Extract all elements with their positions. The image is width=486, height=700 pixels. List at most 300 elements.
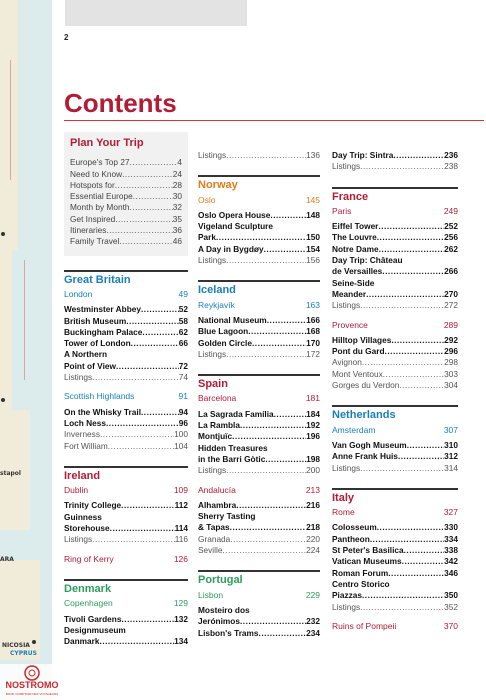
subsection-page: 129 (173, 598, 188, 609)
toc-entry-line (198, 522, 320, 533)
subsection-page: 49 (178, 288, 188, 299)
toc-entry[interactable] (332, 232, 458, 243)
dot-leader (362, 357, 444, 368)
toc-entry[interactable] (332, 221, 458, 232)
dot-leader (133, 191, 173, 202)
toc-entry-line (64, 338, 188, 349)
toc-entry[interactable] (64, 625, 188, 648)
subsection-heading[interactable] (198, 485, 320, 496)
dot-leader (92, 534, 175, 545)
entry-title: Day Trip: Sintra (332, 150, 394, 160)
entry-page: 334 (444, 533, 458, 544)
entry-page: 238 (444, 161, 458, 172)
dot-leader (100, 636, 175, 647)
dot-leader (385, 346, 445, 357)
entry-title: in the Barri Gòtic (198, 453, 266, 464)
subsection-heading[interactable] (198, 195, 320, 206)
entry-title: Anne Frank Huis (332, 451, 398, 462)
entry-page: 74 (178, 372, 188, 383)
dot-leader (393, 150, 444, 161)
entry-title: A Day in Bygdøy (198, 243, 264, 254)
subsection-name: Dublin (64, 485, 89, 496)
toc-entry-line (332, 161, 458, 172)
entry-page: 100 (174, 429, 188, 440)
entry-page: 200 (306, 465, 320, 476)
toc-entry[interactable] (198, 534, 320, 545)
entry-page: 96 (178, 417, 188, 428)
subsection-heading[interactable] (64, 391, 188, 402)
toc-entry[interactable] (64, 372, 188, 383)
dot-leader (226, 150, 306, 161)
country-heading[interactable]: Netherlands (332, 405, 458, 421)
toc-entry-line (64, 407, 188, 418)
toc-entry[interactable] (198, 326, 320, 337)
entry-page: 58 (178, 315, 188, 326)
dot-leader (130, 157, 178, 168)
plan-item[interactable] (70, 191, 182, 202)
country-heading[interactable]: Great Britain (64, 270, 188, 286)
entry-page: 168 (306, 326, 320, 337)
entry-page: 72 (178, 360, 188, 371)
toc-entry[interactable] (198, 210, 320, 221)
subsection-heading[interactable] (64, 598, 188, 609)
toc-entry[interactable] (332, 278, 458, 301)
subsection-heading[interactable] (64, 485, 188, 496)
entry-title: Inverness (64, 429, 100, 440)
toc-entry[interactable] (64, 429, 188, 440)
toc-entry-line (332, 556, 458, 567)
toc-entry[interactable] (332, 602, 458, 613)
dot-leader (141, 304, 179, 315)
toc-entry[interactable] (198, 431, 320, 442)
entry-title: Park (198, 232, 216, 243)
toc-entry[interactable] (332, 534, 458, 545)
toc-entry[interactable] (332, 380, 458, 391)
subsection-name: Ring of Kerry (64, 553, 114, 564)
toc-entry-line (64, 441, 188, 452)
toc-entry-line (64, 372, 188, 383)
country-section (198, 374, 320, 556)
entry-page: 352 (444, 601, 458, 612)
dot-leader (126, 316, 179, 327)
entry-page: 342 (444, 556, 458, 567)
toc-entry-line (198, 409, 320, 420)
entry-title: La Rambla (198, 420, 240, 431)
dot-leader (252, 338, 306, 349)
dot-leader (362, 590, 444, 601)
entry-page: 66 (178, 338, 188, 349)
entry-page: 256 (444, 232, 458, 243)
entry-page: 198 (306, 453, 320, 464)
dot-leader (265, 454, 306, 465)
toc-entry-line (332, 150, 458, 161)
toc-entry[interactable] (198, 349, 320, 360)
toc-entry[interactable] (64, 349, 188, 372)
toc-entry[interactable] (198, 338, 320, 349)
entry-title: Seine-Side (332, 277, 375, 288)
toc-entry-line (332, 289, 458, 300)
entry-page: 150 (306, 232, 320, 243)
entry-title: A Northern (64, 349, 108, 360)
toc-entry-line (198, 605, 320, 616)
toc-entry[interactable] (64, 614, 188, 625)
subsection-page: 249 (443, 205, 458, 216)
toc-entry[interactable] (332, 545, 458, 556)
entry-page: 234 (306, 627, 320, 638)
toc-entry-line (64, 327, 188, 338)
entry-page: 192 (306, 420, 320, 431)
dot-leader (240, 616, 306, 627)
subsection-heading[interactable] (332, 507, 458, 518)
subsection-page: 91 (178, 391, 188, 402)
toc-entry[interactable] (332, 463, 458, 474)
toc-entry[interactable] (332, 357, 458, 368)
dot-leader (399, 380, 444, 391)
toc-entry[interactable] (198, 511, 320, 534)
toc-entry-line (332, 534, 458, 545)
toc-entry-line (64, 418, 188, 429)
entry-page: 134 (174, 636, 188, 647)
country-section (332, 488, 458, 632)
country-heading[interactable]: Ireland (64, 466, 188, 482)
subsection-name: Ruins of Pompeii (332, 620, 397, 631)
column-2 (198, 124, 320, 639)
plan-item[interactable] (70, 180, 182, 191)
toc-entry[interactable] (198, 255, 320, 266)
entry-page: 94 (178, 406, 188, 417)
page-title: Contents (64, 88, 177, 118)
plan-item[interactable] (70, 214, 182, 225)
entry-page: 172 (306, 348, 320, 359)
toc-entry[interactable] (198, 409, 320, 420)
subsection-page: 327 (443, 507, 458, 518)
entry-page: 346 (444, 567, 458, 578)
subsection-page: 289 (443, 319, 458, 330)
dot-leader (377, 232, 444, 243)
toc-entry-line (198, 255, 320, 266)
dot-leader (366, 289, 444, 300)
toc-entry-line (332, 451, 458, 462)
entry-title: Listings (64, 534, 93, 545)
entry-page: 154 (306, 243, 320, 254)
plan-item[interactable] (70, 169, 182, 180)
subsection-heading[interactable] (332, 425, 458, 436)
plan-item-page: 35 (172, 213, 182, 224)
subsection-name: Reykjavík (198, 299, 235, 310)
toc-entry-line (198, 326, 320, 337)
country-heading[interactable]: France (332, 187, 458, 203)
entry-page: 312 (444, 451, 458, 462)
plan-item-label: Europe's Top 27 (70, 157, 130, 168)
country-heading[interactable]: Portugal (198, 570, 320, 586)
subsection-page: 126 (173, 553, 188, 564)
plan-item-label: Hotspots for (70, 179, 115, 190)
entry-title: Tivoli Gardens (64, 613, 122, 624)
toc-entry-line (332, 568, 458, 579)
plan-item-page: 28 (172, 179, 182, 190)
entry-page: 310 (444, 439, 458, 450)
dot-leader (230, 534, 306, 545)
toc-entry[interactable] (198, 545, 320, 556)
dot-leader (115, 180, 173, 191)
entry-page: 262 (444, 243, 458, 254)
toc-entry-line (198, 420, 320, 431)
subsection-heading[interactable] (198, 393, 320, 404)
plan-item-label: Need to Know (70, 168, 123, 179)
entry-title: Eiffel Tower (332, 221, 379, 232)
subsection-name: Lisbon (198, 589, 224, 600)
country-section (198, 175, 320, 266)
entry-title: Mont Ventoux (332, 368, 383, 379)
toc-entry-line (64, 636, 188, 647)
dot-leader (119, 236, 172, 247)
subsection-heading[interactable] (332, 320, 458, 331)
entry-title: Listings (64, 372, 93, 383)
subsection-heading[interactable] (64, 289, 188, 300)
toc-entry[interactable] (332, 556, 458, 567)
dot-leader (226, 255, 306, 266)
dot-leader (222, 545, 306, 556)
toc-entry[interactable] (198, 628, 320, 639)
dot-leader (270, 210, 306, 221)
toc-entry[interactable] (198, 500, 320, 511)
toc-entry[interactable] (64, 338, 188, 349)
entry-title: Colosseum (332, 522, 377, 533)
dot-leader (360, 602, 444, 613)
plan-item-label: Itineraries (70, 225, 107, 236)
toc-entry[interactable] (332, 579, 458, 602)
dot-leader (360, 463, 444, 474)
toc-entry-line (332, 522, 458, 533)
entry-page: 156 (306, 255, 320, 266)
entry-title: Listings (198, 348, 227, 359)
entry-title: Golden Circle (198, 337, 252, 348)
subsection-name: Amsterdam (332, 424, 376, 435)
country-heading[interactable]: Spain (198, 374, 320, 390)
dot-leader (360, 161, 444, 172)
entry-page: 116 (174, 534, 188, 545)
toc-entry[interactable] (332, 369, 458, 380)
country-section (198, 280, 320, 360)
subsection-name: Paris (332, 205, 352, 216)
toc-entry-line (332, 221, 458, 232)
toc-entry[interactable] (332, 244, 458, 255)
toc-entry-line (64, 523, 188, 534)
svg-text:BOOK COMPTOIR DES VOYAGEURS: BOOK COMPTOIR DES VOYAGEURS (5, 692, 59, 696)
toc-entry-line (332, 278, 458, 289)
toc-entry[interactable] (64, 500, 188, 511)
plan-item[interactable] (70, 236, 182, 247)
toc-entry[interactable] (198, 244, 320, 255)
subsection-heading[interactable] (198, 300, 320, 311)
dot-leader (110, 523, 175, 534)
entry-title: Point of View (64, 360, 116, 371)
toc-entry[interactable] (198, 443, 320, 466)
entry-page: 136 (306, 150, 320, 160)
entry-page: 216 (306, 499, 320, 510)
toc-entry-line (64, 361, 188, 372)
toc-entry[interactable] (198, 605, 320, 628)
toc-entry-line (198, 454, 320, 465)
toc-entry-line (198, 500, 320, 511)
entry-title: Montjuïc (198, 431, 233, 442)
toc-entry-line (198, 232, 320, 243)
entry-page: 270 (444, 288, 458, 299)
country-section (332, 150, 458, 173)
toc-entry[interactable] (64, 418, 188, 429)
plan-item[interactable] (70, 202, 182, 213)
entry-title: Listings (198, 255, 227, 266)
entry-title: Pont du Gard (332, 346, 385, 357)
toc-entry[interactable] (332, 300, 458, 311)
entry-page: 220 (306, 533, 320, 544)
entry-title: The Louvre (332, 232, 377, 243)
dot-leader (115, 214, 173, 225)
plan-item-page: 46 (172, 236, 182, 247)
entry-title: Listings (198, 465, 227, 476)
dot-leader (378, 221, 444, 232)
entry-title: Granada (198, 533, 231, 544)
entry-page: 62 (178, 326, 188, 337)
subsection-name: Oslo (198, 194, 216, 205)
toc-entry[interactable] (64, 327, 188, 338)
dot-leader (259, 628, 307, 639)
dot-leader (274, 409, 307, 420)
toc-entry[interactable] (64, 512, 188, 535)
dot-leader (377, 522, 444, 533)
entry-title: Oslo Opera House (198, 209, 271, 220)
country-section (64, 579, 188, 647)
toc-entry[interactable] (198, 420, 320, 431)
map-label: stapol (0, 470, 21, 477)
dot-leader (142, 327, 178, 338)
dot-leader (130, 202, 173, 213)
dot-leader (106, 225, 172, 236)
toc-entry[interactable] (332, 346, 458, 357)
entry-title: Fort William (64, 440, 108, 451)
toc-entry[interactable] (332, 568, 458, 579)
toc-entry[interactable] (64, 407, 188, 418)
plan-item[interactable] (70, 157, 182, 168)
entry-page: 148 (306, 209, 320, 220)
subsection-heading[interactable] (64, 554, 188, 565)
entry-title: Meander (332, 288, 367, 299)
toc-entry-line (332, 463, 458, 474)
toc-entry[interactable] (332, 522, 458, 533)
country-heading[interactable]: Italy (332, 488, 458, 504)
dot-leader (388, 568, 444, 579)
country-heading[interactable]: Norway (198, 175, 320, 191)
subsection-heading[interactable] (332, 621, 458, 632)
entry-page: 330 (444, 522, 458, 533)
entry-page: 196 (306, 431, 320, 442)
toc-entry-line (332, 232, 458, 243)
dot-leader (141, 407, 179, 418)
entry-title: Designmuseum (64, 624, 126, 635)
entry-page: 303 (444, 368, 458, 379)
toc-entry[interactable] (332, 451, 458, 462)
toc-entry[interactable] (332, 150, 458, 161)
plan-item-label: Essential Europe (70, 191, 133, 202)
toc-entry-line (332, 346, 458, 357)
country-heading[interactable]: Denmark (64, 579, 188, 595)
entry-page: 184 (306, 408, 320, 419)
entry-page: 218 (306, 522, 320, 533)
entry-title: Blue Lagoon (198, 326, 249, 337)
toc-entry-line (198, 210, 320, 221)
toc-entry[interactable] (332, 255, 458, 278)
dot-leader (226, 349, 306, 360)
entry-title: Listings (332, 300, 361, 311)
toc-entry[interactable] (332, 161, 458, 172)
plan-item-page: 4 (177, 157, 182, 168)
dot-leader (382, 266, 444, 277)
map-label: CYPRUS (10, 650, 37, 657)
plan-your-trip-box (64, 132, 188, 256)
toc-entry[interactable] (198, 221, 320, 244)
subsection-heading[interactable] (198, 590, 320, 601)
toc-entry-line (332, 255, 458, 266)
toc-entry-line (64, 349, 188, 360)
entry-title: Listings (332, 601, 361, 612)
toc-entry[interactable] (64, 316, 188, 327)
toc-entry-line (332, 300, 458, 311)
entry-page: 296 (444, 346, 458, 357)
country-heading[interactable]: Iceland (198, 280, 320, 296)
toc-entry-line (198, 534, 320, 545)
toc-entry[interactable] (64, 441, 188, 452)
toc-entry[interactable] (332, 335, 458, 346)
toc-entry-line (198, 443, 320, 454)
plan-item[interactable] (70, 225, 182, 236)
map-label: ARA (0, 556, 14, 563)
entry-page: 236 (444, 150, 458, 160)
dot-leader (407, 440, 444, 451)
entry-title: Piazzas (332, 590, 362, 601)
page-number: 2 (64, 33, 69, 42)
toc-entry[interactable] (198, 150, 320, 161)
toc-entry-line (198, 221, 320, 232)
subsection-heading[interactable] (332, 206, 458, 217)
entry-title: Avignon (332, 357, 362, 368)
entry-title: Hidden Treasures (198, 442, 268, 453)
entry-page: 232 (306, 616, 320, 627)
toc-entry[interactable] (198, 315, 320, 326)
entry-title: Loch Ness (64, 417, 106, 428)
entry-title: Listings (198, 150, 227, 160)
subsection-name: Provence (332, 319, 368, 330)
entry-title: Lisbon's Trams (198, 627, 259, 638)
toc-entry[interactable] (198, 465, 320, 476)
toc-entry[interactable] (64, 304, 188, 315)
toc-entry-line (198, 349, 320, 360)
dot-leader (379, 244, 445, 255)
entry-title: Gorges du Verdon (332, 380, 400, 391)
plan-item-label: Family Travel (70, 236, 120, 247)
toc-entry[interactable] (64, 534, 188, 545)
toc-entry[interactable] (332, 440, 458, 451)
plan-item-label: Month by Month (70, 202, 130, 213)
entry-title: Roman Forum (332, 567, 389, 578)
entry-page: 166 (306, 314, 320, 325)
toc-entry-line (198, 511, 320, 522)
entry-page: 272 (444, 300, 458, 311)
entry-title: Centro Storico (332, 578, 390, 589)
plan-item-page: 32 (172, 202, 182, 213)
entry-title: Seville (198, 545, 223, 556)
entry-page: 252 (444, 221, 458, 232)
entry-title: Pantheon (332, 533, 370, 544)
